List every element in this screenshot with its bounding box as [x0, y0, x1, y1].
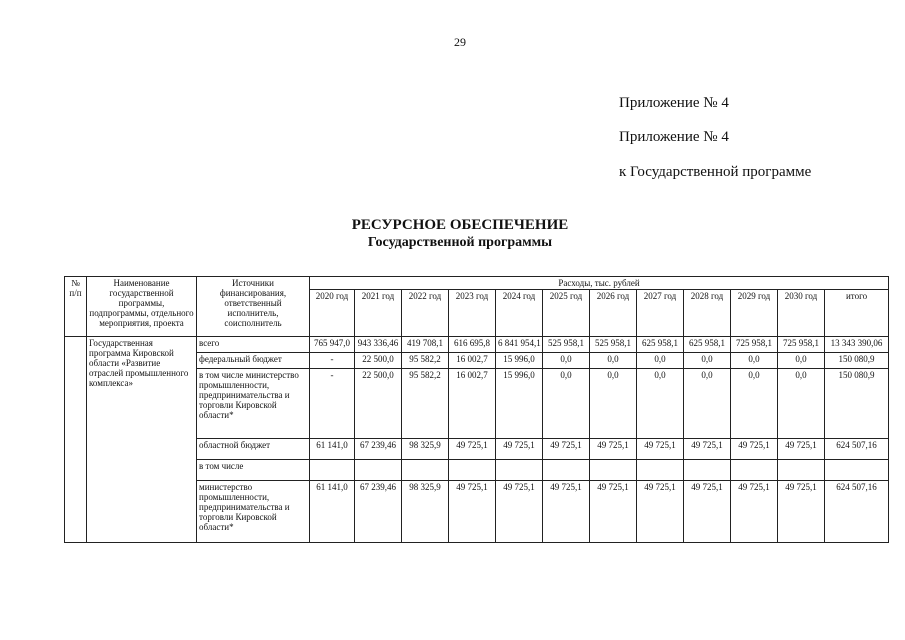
value-cell: 61 141,0: [310, 439, 355, 460]
value-cell: 943 336,46: [355, 337, 402, 353]
value-cell: [684, 460, 731, 481]
value-cell: 0,0: [590, 353, 637, 369]
value-cell: 0,0: [731, 353, 778, 369]
total-cell: [825, 460, 889, 481]
value-cell: [402, 460, 449, 481]
header-year: 2029 год: [731, 290, 778, 337]
appendix-label-repeat: Приложение № 4: [619, 129, 729, 145]
value-cell: 625 958,1: [684, 337, 731, 353]
value-cell: 0,0: [731, 369, 778, 439]
value-cell: 725 958,1: [778, 337, 825, 353]
value-cell: -: [310, 353, 355, 369]
total-cell: 150 080,9: [825, 369, 889, 439]
value-cell: 15 996,0: [496, 369, 543, 439]
value-cell: 67 239,46: [355, 439, 402, 460]
appendix-subtitle: к Государственной программе: [619, 164, 812, 180]
value-cell: 61 141,0: [310, 481, 355, 543]
value-cell: 49 725,1: [543, 481, 590, 543]
total-cell: 13 343 390,06: [825, 337, 889, 353]
value-cell: 49 725,1: [684, 481, 731, 543]
value-cell: 98 325,9: [402, 439, 449, 460]
header-year: 2028 год: [684, 290, 731, 337]
header-year: 2027 год: [637, 290, 684, 337]
value-cell: 6 841 954,1: [496, 337, 543, 353]
header-sources: Источники финансирования, ответственный исполнитель, соисполнитель: [197, 277, 310, 337]
header-name: Наименование государственной программы, подпрограммы, отдельного мероприятия, проекта: [87, 277, 197, 337]
source-cell: в том числе министерство промышленности, предпринимательства и торговли Кировской области*: [197, 369, 310, 439]
page-number: 29: [454, 35, 466, 49]
value-cell: 49 725,1: [637, 481, 684, 543]
program-name-cell: Государственная программа Кировской области «Развитие отраслей промышленного комплекса»: [87, 337, 197, 543]
total-cell: 150 080,9: [825, 353, 889, 369]
header-year: 2020 год: [310, 290, 355, 337]
value-cell: 49 725,1: [684, 439, 731, 460]
value-cell: 0,0: [543, 353, 590, 369]
value-cell: 49 725,1: [543, 439, 590, 460]
header-year: 2022 год: [402, 290, 449, 337]
value-cell: [310, 460, 355, 481]
value-cell: -: [310, 369, 355, 439]
value-cell: 16 002,7: [449, 369, 496, 439]
value-cell: 419 708,1: [402, 337, 449, 353]
table-row: [65, 337, 889, 353]
value-cell: 0,0: [590, 369, 637, 439]
resource-table: [64, 276, 889, 543]
value-cell: 725 958,1: [731, 337, 778, 353]
document-subtitle: Государственной программы: [367, 235, 553, 250]
value-cell: 98 325,9: [402, 481, 449, 543]
value-cell: 49 725,1: [590, 439, 637, 460]
source-cell: всего: [197, 337, 310, 353]
header-expenses: Расходы, тыс. рублей: [310, 277, 889, 290]
value-cell: 49 725,1: [731, 439, 778, 460]
value-cell: 0,0: [684, 353, 731, 369]
value-cell: 95 582,2: [402, 353, 449, 369]
value-cell: 49 725,1: [496, 481, 543, 543]
value-cell: [543, 460, 590, 481]
value-cell: [637, 460, 684, 481]
value-cell: [731, 460, 778, 481]
value-cell: 95 582,2: [402, 369, 449, 439]
value-cell: 22 500,0: [355, 353, 402, 369]
value-cell: [449, 460, 496, 481]
value-cell: 525 958,1: [543, 337, 590, 353]
value-cell: 49 725,1: [637, 439, 684, 460]
value-cell: 16 002,7: [449, 353, 496, 369]
header-total: итого: [825, 290, 889, 337]
value-cell: 67 239,46: [355, 481, 402, 543]
value-cell: 525 958,1: [590, 337, 637, 353]
header-year: 2024 год: [496, 290, 543, 337]
document-title: РЕСУРСНОЕ ОБЕСПЕЧЕНИЕ: [351, 217, 569, 233]
total-cell: 624 507,16: [825, 439, 889, 460]
value-cell: [496, 460, 543, 481]
header-year: 2026 год: [590, 290, 637, 337]
value-cell: 22 500,0: [355, 369, 402, 439]
header-year: 2023 год: [449, 290, 496, 337]
value-cell: [590, 460, 637, 481]
header-year: 2021 год: [355, 290, 402, 337]
source-cell: в том числе: [197, 460, 310, 481]
value-cell: 765 947,0: [310, 337, 355, 353]
source-cell: областной бюджет: [197, 439, 310, 460]
appendix-label: Приложение № 4: [619, 95, 729, 111]
program-number-cell: [65, 337, 87, 543]
value-cell: 49 725,1: [778, 439, 825, 460]
value-cell: 0,0: [637, 369, 684, 439]
total-cell: 624 507,16: [825, 481, 889, 543]
value-cell: 0,0: [778, 353, 825, 369]
value-cell: 625 958,1: [637, 337, 684, 353]
value-cell: 49 725,1: [590, 481, 637, 543]
value-cell: 0,0: [543, 369, 590, 439]
header-year: 2025 год: [543, 290, 590, 337]
value-cell: [778, 460, 825, 481]
value-cell: 0,0: [778, 369, 825, 439]
value-cell: 49 725,1: [731, 481, 778, 543]
value-cell: 49 725,1: [449, 481, 496, 543]
value-cell: 15 996,0: [496, 353, 543, 369]
source-cell: федеральный бюджет: [197, 353, 310, 369]
source-cell: министерство промышленности, предпринимательства и торговли Кировской области*: [197, 481, 310, 543]
value-cell: 0,0: [684, 369, 731, 439]
value-cell: 616 695,8: [449, 337, 496, 353]
value-cell: 49 725,1: [778, 481, 825, 543]
value-cell: 49 725,1: [449, 439, 496, 460]
value-cell: 0,0: [637, 353, 684, 369]
value-cell: [355, 460, 402, 481]
header-num: № п/п: [65, 277, 87, 337]
header-year: 2030 год: [778, 290, 825, 337]
value-cell: 49 725,1: [496, 439, 543, 460]
